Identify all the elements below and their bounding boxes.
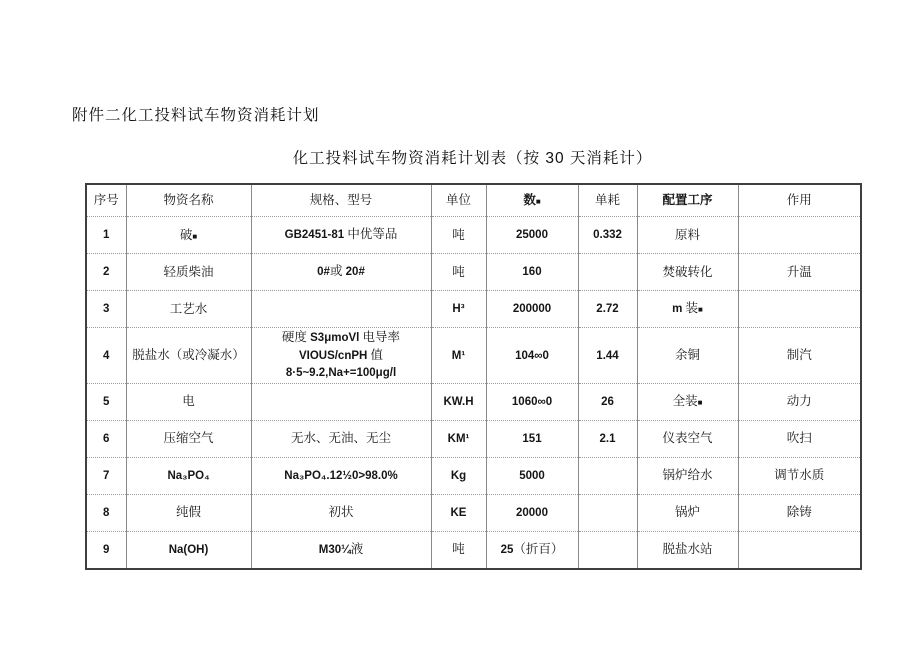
table-row — [86, 383, 861, 420]
table-row — [86, 254, 861, 291]
table-cell: Na(OH) — [126, 531, 251, 569]
table-cell: 吨 — [431, 531, 486, 569]
table-cell: 1060∞0 — [486, 383, 578, 420]
table-row — [86, 531, 861, 569]
table-cell: 7 — [86, 457, 126, 494]
column-header-4: 数■ — [486, 184, 578, 217]
table-cell: 调节水质 — [738, 457, 861, 494]
table-cell: 151 — [486, 420, 578, 457]
table-cell: 动力 — [738, 383, 861, 420]
table-cell: 除铸 — [738, 494, 861, 531]
table-cell: 吨 — [431, 217, 486, 254]
table-cell: 20000 — [486, 494, 578, 531]
column-header-3: 单位 — [431, 184, 486, 217]
table-cell: 升温 — [738, 254, 861, 291]
table-cell: 脱盐水（或冷凝水） — [126, 328, 251, 384]
table-cell — [738, 217, 861, 254]
table-cell: 5000 — [486, 457, 578, 494]
table-cell: 破■ — [126, 217, 251, 254]
table-cell: 25（折百） — [486, 531, 578, 569]
garbled-square: ■ — [192, 231, 198, 241]
table-cell: 0#或 20# — [251, 254, 431, 291]
table-cell: 104∞0 — [486, 328, 578, 384]
table-cell: 焚破转化 — [637, 254, 738, 291]
column-header-0: 序号 — [86, 184, 126, 217]
column-header-7: 作用 — [738, 184, 861, 217]
table-cell: 2.1 — [578, 420, 637, 457]
table-cell: Kg — [431, 457, 486, 494]
table-cell: KM¹ — [431, 420, 486, 457]
table-title: 化工投料试车物资消耗计划表（按 30 天消耗计） — [292, 150, 653, 167]
table-cell: 锅炉给水 — [637, 457, 738, 494]
table-cell: 9 — [86, 531, 126, 569]
table-cell: 3 — [86, 291, 126, 328]
table-cell: 工艺水 — [126, 291, 251, 328]
header-row — [86, 184, 861, 217]
table-row — [86, 328, 861, 384]
table-cell: 5 — [86, 383, 126, 420]
table-cell — [251, 291, 431, 328]
garbled-square: ■ — [697, 398, 703, 408]
table-cell: 2 — [86, 254, 126, 291]
table-cell: 压缩空气 — [126, 420, 251, 457]
table-cell: 初状 — [251, 494, 431, 531]
table-header — [86, 184, 861, 217]
table-cell: m 装■ — [637, 291, 738, 328]
table-cell: 8 — [86, 494, 126, 531]
table-cell: 6 — [86, 420, 126, 457]
table-cell: 200000 — [486, 291, 578, 328]
table-cell: Na₃PO₄ — [126, 457, 251, 494]
table-body — [86, 217, 861, 569]
column-header-5: 单耗 — [578, 184, 637, 217]
table-cell: 2.72 — [578, 291, 637, 328]
table-cell: 1.44 — [578, 328, 637, 384]
table-cell: 硬度 S3μmoVl 电导率 VIOUS/cnPH 值 8·5~9.2,Na+=100μg/l — [251, 328, 431, 384]
table-row — [86, 457, 861, 494]
table-cell: M30¼液 — [251, 531, 431, 569]
table-cell: 纯假 — [126, 494, 251, 531]
table-cell: 仪表空气 — [637, 420, 738, 457]
table-cell — [578, 494, 637, 531]
column-header-2: 规格、型号 — [251, 184, 431, 217]
table-cell: 锅炉 — [637, 494, 738, 531]
table-cell: 4 — [86, 328, 126, 384]
table-row — [86, 217, 861, 254]
table-cell: 电 — [126, 383, 251, 420]
table-cell: Na₃PO₄.12½0>98.0% — [251, 457, 431, 494]
table-cell: 160 — [486, 254, 578, 291]
table-cell: GB2451-81 中优等品 — [251, 217, 431, 254]
table-cell: 原料 — [637, 217, 738, 254]
table-row — [86, 494, 861, 531]
table-cell: KW.H — [431, 383, 486, 420]
table-cell: M¹ — [431, 328, 486, 384]
garbled-square: ■ — [535, 197, 541, 207]
table-cell: 25000 — [486, 217, 578, 254]
table-cell: 0.332 — [578, 217, 637, 254]
table-cell — [578, 457, 637, 494]
table-cell — [738, 531, 861, 569]
table-cell: H³ — [431, 291, 486, 328]
table-row — [86, 291, 861, 328]
table-cell: 轻质柴油 — [126, 254, 251, 291]
table-cell: KE — [431, 494, 486, 531]
table-cell: 全装■ — [637, 383, 738, 420]
garbled-square: ■ — [698, 305, 703, 315]
table-cell — [578, 531, 637, 569]
table-cell — [738, 291, 861, 328]
document-heading: 附件二化工投料试车物资消耗计划 — [72, 107, 320, 124]
table-cell: 吹扫 — [738, 420, 861, 457]
materials-consumption-table — [85, 183, 862, 570]
column-header-6: 配置工序 — [637, 184, 738, 217]
table-cell: 吨 — [431, 254, 486, 291]
table-cell: 1 — [86, 217, 126, 254]
table-cell — [578, 254, 637, 291]
table-cell: 余铜 — [637, 328, 738, 384]
column-header-1: 物资名称 — [126, 184, 251, 217]
table-cell: 制汽 — [738, 328, 861, 384]
table-cell — [251, 383, 431, 420]
table-cell: 26 — [578, 383, 637, 420]
table-row — [86, 420, 861, 457]
table-cell: 脱盐水站 — [637, 531, 738, 569]
table-cell: 无水、无油、无尘 — [251, 420, 431, 457]
